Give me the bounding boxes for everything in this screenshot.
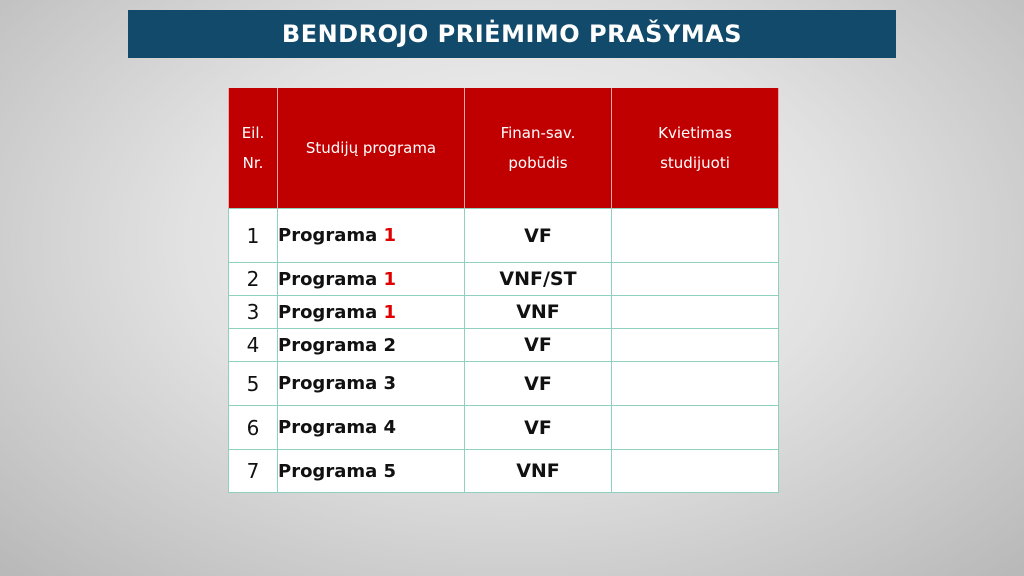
program-word: Programa (278, 301, 378, 323)
row-nr: 5 (229, 362, 278, 406)
program-number: 1 (383, 268, 397, 290)
row-nr: 7 (229, 450, 278, 493)
header-invite (612, 88, 779, 209)
header-program (278, 88, 465, 209)
header-finance-line2: pobūdis (508, 154, 568, 172)
program-number: 5 (383, 460, 397, 482)
row-program (278, 329, 465, 362)
row-finance: VNF (465, 296, 612, 329)
row-finance: VNF/ST (465, 263, 612, 296)
row-invite (612, 406, 779, 450)
table-row (229, 406, 779, 450)
row-program (278, 263, 465, 296)
row-finance: VF (465, 209, 612, 263)
row-nr: 6 (229, 406, 278, 450)
program-number: 4 (383, 417, 397, 438)
table-row (229, 450, 779, 493)
row-nr: 4 (229, 329, 278, 362)
program-word: Programa (278, 373, 378, 394)
table-row (229, 209, 779, 263)
header-program-label: Studijų programa (305, 139, 437, 157)
table-row (229, 329, 779, 362)
row-nr: 2 (229, 263, 278, 296)
header-finance (465, 88, 612, 209)
program-word: Programa (278, 225, 378, 246)
row-invite (612, 263, 779, 296)
row-program (278, 209, 465, 263)
header-finance-line1: Finan-sav. (500, 124, 576, 142)
row-invite (612, 329, 779, 362)
slide-title (128, 10, 896, 58)
program-word: Programa (278, 417, 378, 438)
program-number: 1 (383, 301, 397, 323)
program-table (228, 88, 779, 493)
table-header-row (229, 88, 779, 209)
program-word: Programa (278, 460, 378, 482)
row-invite (612, 450, 779, 493)
header-eil-line2: Nr. (242, 154, 264, 172)
row-invite (612, 209, 779, 263)
program-number: 2 (383, 334, 397, 356)
row-finance: VF (465, 406, 612, 450)
table-row (229, 263, 779, 296)
row-nr: 3 (229, 296, 278, 329)
row-finance: VF (465, 362, 612, 406)
row-invite (612, 296, 779, 329)
table-row (229, 362, 779, 406)
row-program (278, 296, 465, 329)
table-row (229, 296, 779, 329)
header-invite-line1: Kvietimas (658, 124, 732, 142)
header-invite-line2: studijuoti (660, 154, 730, 172)
row-nr: 1 (229, 209, 278, 263)
header-eil-line1: Eil. (241, 124, 265, 142)
row-invite (612, 362, 779, 406)
program-number: 1 (383, 225, 397, 246)
program-word: Programa (278, 268, 378, 290)
program-number: 3 (383, 373, 397, 394)
row-finance: VNF (465, 450, 612, 493)
program-word: Programa (278, 334, 378, 356)
header-eil-nr (229, 88, 278, 209)
row-program (278, 406, 465, 450)
row-program (278, 450, 465, 493)
row-finance: VF (465, 329, 612, 362)
slide-title-text: BENDROJO PRIĖMIMO PRAŠYMAS (281, 20, 743, 48)
row-program (278, 362, 465, 406)
